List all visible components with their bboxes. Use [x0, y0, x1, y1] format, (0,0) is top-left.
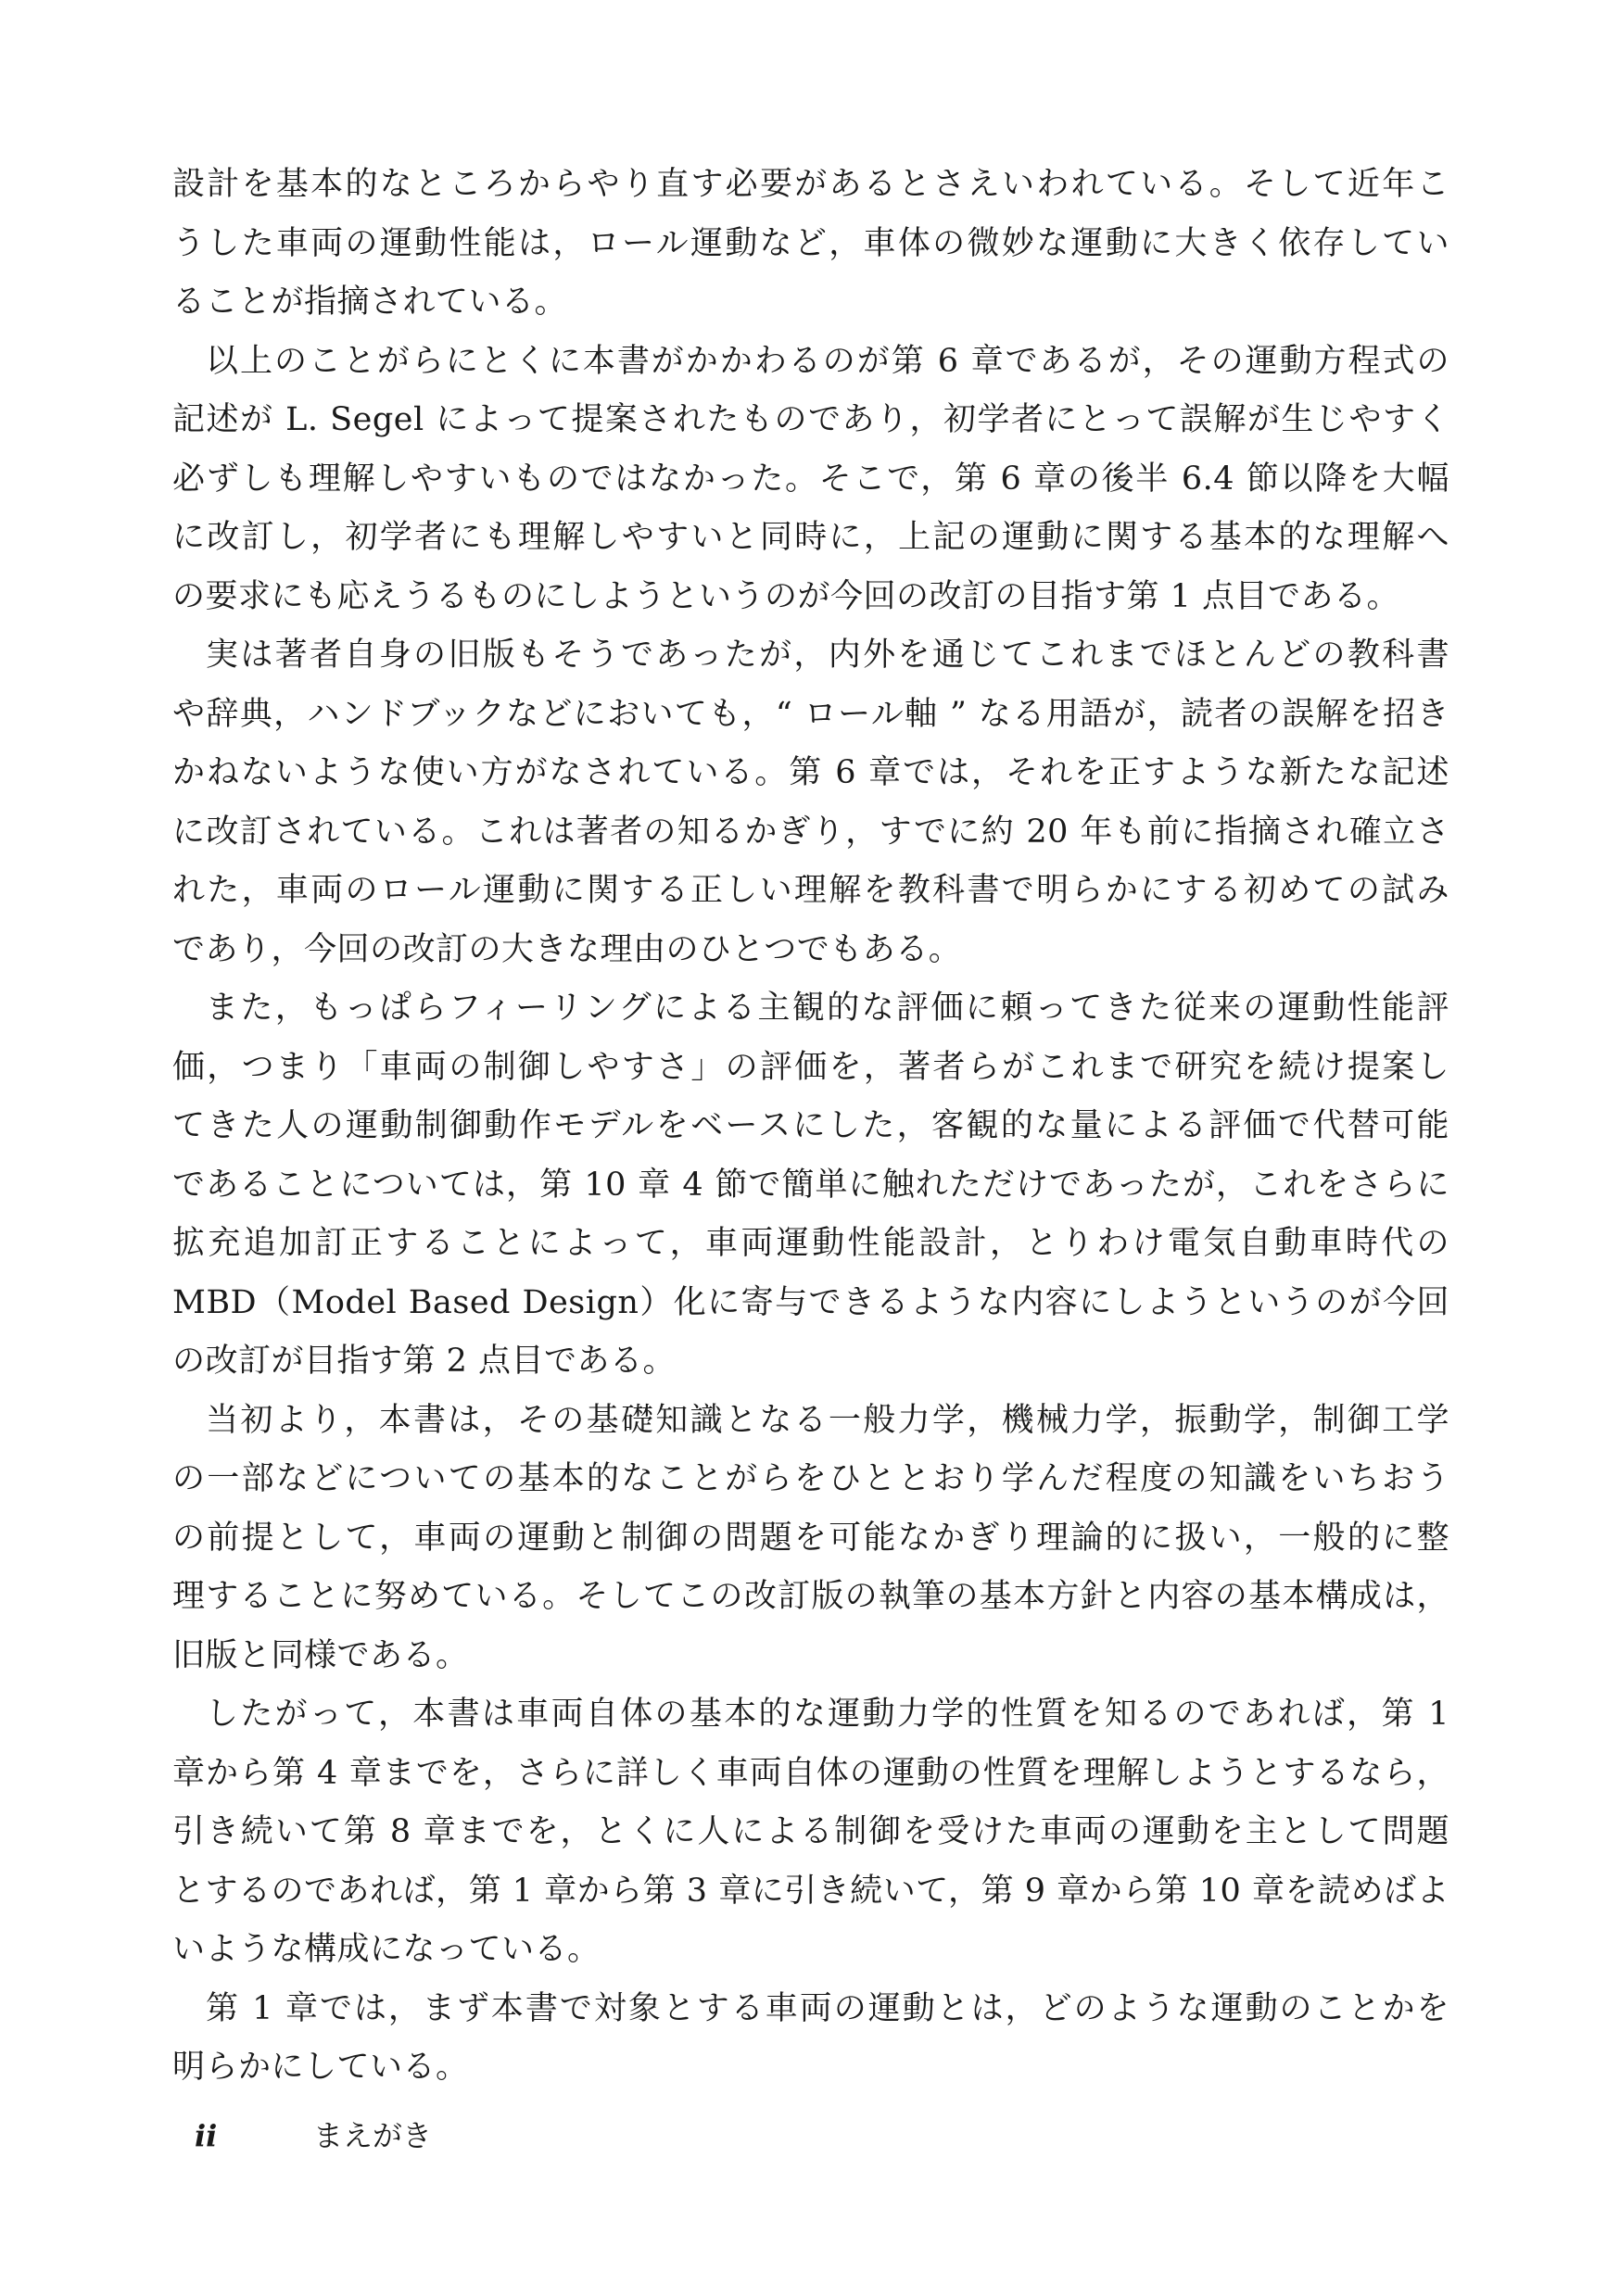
text-line: 設計を基本的なところからやり直す必要があるとさえいわれている。そして近年こ	[172, 166, 1449, 203]
text-line: うした車両の運動性能は，ロール運動など，車体の微妙な運動に大きく依存してい	[172, 224, 1449, 262]
text-line: また，もっぱらフィーリングによる主観的な評価に頼ってきた従来の運動性能評	[206, 990, 1449, 1027]
text-line: MBD（Model Based Design）化に寄与できるような内容にしようというのが今回	[172, 1283, 1449, 1321]
page-number: ii	[195, 2118, 218, 2153]
text-line: いような構成になっている。	[172, 1931, 601, 1968]
text-line: とするのであれば，第 1 章から第 3 章に引き続いて，第 9 章から第 10 章を読めばよ	[172, 1872, 1449, 1910]
text-line: 記述が L. Segel によって提案されたものであり，初学者にとって誤解が生じやすく	[172, 401, 1449, 438]
text-line: に改訂されている。これは著者の知るかぎり，すでに約 20 年も前に指摘され確立さ	[172, 813, 1449, 851]
text-line: であることについては，第 10 章 4 節で簡単に触れただけであったが，これをさらに	[172, 1166, 1449, 1204]
text-line: 以上のことがらにとくに本書がかかわるのが第 6 章であるが，その運動方程式の	[206, 342, 1449, 380]
paragraph	[172, 1392, 1449, 1686]
text-line: 引き続いて第 8 章までを，とくに人による制御を受けた車両の運動を主として問題	[172, 1813, 1449, 1850]
text-line: であり，今回の改訂の大きな理由のひとつでもある。	[172, 930, 962, 968]
paragraph	[172, 626, 1449, 979]
text-line: の一部などについての基本的なことがらをひととおり学んだ程度の知識をいちおう	[172, 1460, 1449, 1497]
text-line: 実は著者自身の旧版もそうであったが，内外を通じてこれまでほとんどの教科書	[206, 637, 1449, 674]
text-line: 明らかにしている。	[172, 2049, 469, 2086]
paragraph	[172, 1980, 1449, 2098]
running-head: まえがき	[313, 2118, 433, 2153]
body-text	[172, 156, 1449, 2098]
text-line: 当初より，本書は，その基礎知識となる一般力学，機械力学，振動学，制御工学	[206, 1401, 1449, 1439]
text-line: 価，つまり「車両の制御しやすさ」の評価を，著者らがこれまで研究を続け提案し	[172, 1048, 1449, 1086]
text-line: かねないような使い方がなされている。第 6 章では，それを正すような新たな記述	[172, 754, 1449, 791]
text-line: に改訂し，初学者にも理解しやすいと同時に，上記の運動に関する基本的な理解へ	[172, 519, 1449, 556]
paragraph	[172, 1685, 1449, 1980]
text-line: の改訂が目指す第 2 点目である。	[172, 1343, 677, 1380]
text-line: 理することに努めている。そしてこの改訂版の執筆の基本方針と内容の基本構成は，	[172, 1578, 1449, 1615]
paragraph	[172, 156, 1449, 333]
text-line: れた，車両のロール運動に関する正しい理解を教科書で明らかにする初めての試み	[172, 872, 1449, 909]
text-line: 拡充追加訂正することによって，車両運動性能設計，とりわけ電気自動車時代の	[172, 1225, 1449, 1262]
text-line: 章から第 4 章までを，さらに詳しく車両自体の運動の性質を理解しようとするなら，	[172, 1754, 1449, 1792]
text-line: 必ずしも理解しやすいものではなかった。そこで，第 6 章の後半 6.4 節以降を大幅	[172, 460, 1449, 498]
paragraph	[172, 979, 1449, 1392]
text-line: てきた人の運動制御動作モデルをベースにした，客観的な量による評価で代替可能	[172, 1107, 1449, 1144]
text-line: したがって，本書は車両自体の基本的な運動力学的性質を知るのであれば，第 1	[206, 1696, 1449, 1733]
text-line: ることが指摘されている。	[172, 284, 568, 321]
text-line: の要求にも応えうるものにしようというのが今回の改訂の目指す第 1 点目である。	[172, 577, 1400, 615]
text-line: 第 1 章では，まず本書で対象とする車両の運動とは，どのような運動のことかを	[206, 1989, 1449, 2027]
text-line: 旧版と同様である。	[172, 1636, 469, 1674]
text-line: の前提として，車両の運動と制御の問題を可能なかぎり理論的に扱い，一般的に整	[172, 1519, 1449, 1557]
paragraph	[172, 333, 1449, 627]
text-line: や辞典，ハンドブックなどにおいても，“ ロール軸 ” なる用語が，読者の誤解を招き	[172, 695, 1449, 733]
